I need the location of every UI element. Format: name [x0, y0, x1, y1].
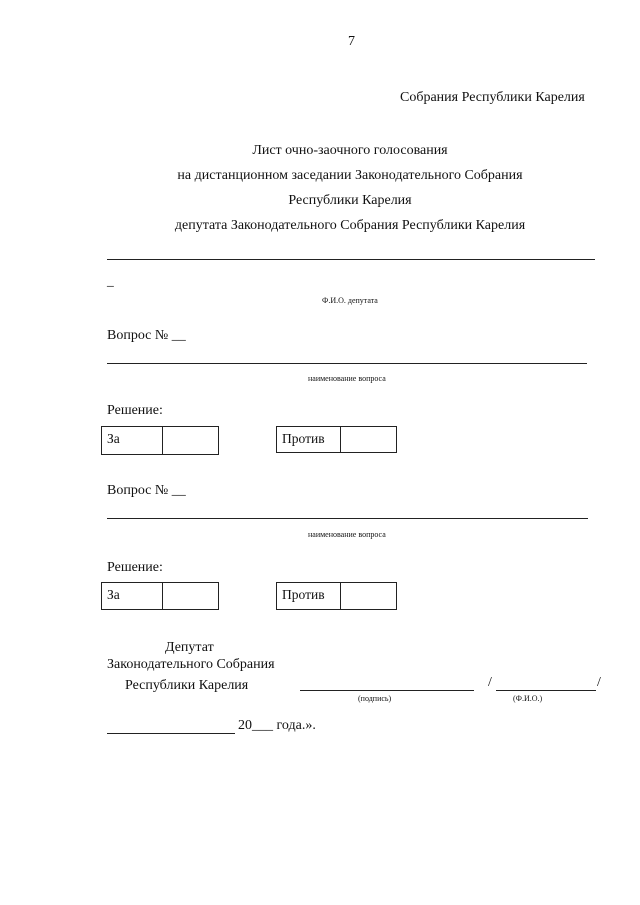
decision-2-against-box[interactable]	[276, 582, 397, 610]
date-underline[interactable]	[107, 733, 235, 734]
decision-1-for-box[interactable]	[101, 426, 219, 455]
question-2-underline[interactable]	[107, 518, 588, 519]
question-2-caption: наименование вопроса	[308, 530, 386, 539]
question-1-caption: наименование вопроса	[308, 374, 386, 383]
decision-1-against-box[interactable]	[276, 426, 397, 453]
fio-caption: Ф.И.О. депутата	[322, 296, 378, 305]
decision-1-label: Решение:	[107, 403, 163, 418]
signature-fio-caption: (Ф.И.О.)	[513, 694, 543, 703]
question-1-underline[interactable]	[107, 363, 587, 364]
decision-2-against-label: Против	[282, 587, 325, 602]
fio-stub: _	[107, 273, 114, 288]
decision-1-against-label: Против	[282, 431, 325, 446]
title-line-1: Лист очно-заочного голосования	[252, 143, 448, 158]
signature-line-3: Республики Карелия	[125, 678, 249, 693]
signature-caption: (подпись)	[358, 694, 392, 703]
signature-underline[interactable]	[300, 690, 474, 691]
signature-slash-right: /	[597, 675, 601, 690]
question-1-label: Вопрос № __	[107, 328, 186, 343]
decision-2-label: Решение:	[107, 560, 163, 575]
page-number: 7	[348, 34, 355, 49]
signature-line-1: Депутат	[165, 640, 214, 655]
header-right: Собрания Республики Карелия	[400, 90, 585, 105]
title-line-2: на дистанционном заседании Законодательного Собрания	[177, 168, 523, 183]
title-line-4: депутата Законодательного Собрания Республики Карелия	[174, 218, 526, 233]
title-line-3: Республики Карелия	[288, 193, 412, 208]
signature-fio-underline[interactable]	[496, 690, 596, 691]
date-text: 20___ года.».	[238, 718, 316, 733]
decision-1-for-label: За	[107, 431, 120, 446]
decision-2-for-label: За	[107, 587, 120, 602]
question-2-label: Вопрос № __	[107, 483, 186, 498]
signature-line-2: Законодательного Собрания	[107, 657, 275, 672]
decision-2-for-box[interactable]	[101, 582, 219, 610]
signature-slash-left: /	[488, 675, 492, 690]
fio-underline[interactable]	[107, 259, 595, 260]
